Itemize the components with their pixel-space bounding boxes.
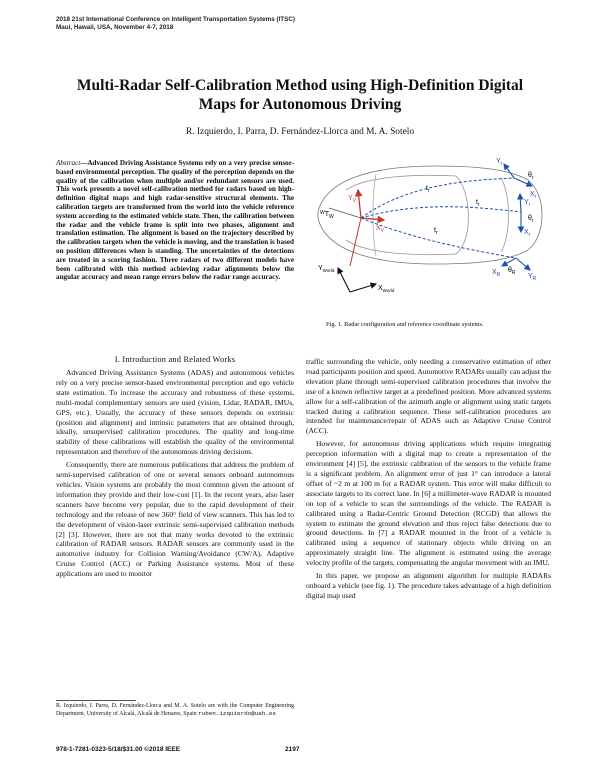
label-t1: $t_r$ (426, 185, 430, 194)
label-yr-mid: $Y_r$ (524, 199, 531, 208)
right-column-body (306, 357, 551, 604)
right-paragraph-3: In this paper, we propose an alignment algorithm for multiple RADARs onboard a vehicle (see fig. 1). The procedure takes advantage of a high definition digital map used (306, 571, 551, 600)
footnote-email[interactable]: ruben.izquierdo@uah.es (198, 710, 276, 717)
label-xv: $X_V$ (376, 225, 385, 234)
label-yv: $Y_V$ (348, 195, 357, 204)
figure-caption: Fig. 1. Radar configuration and reference coordinate systems. (326, 321, 484, 328)
label-xworld: $X_{World}$ (378, 285, 395, 293)
paper-title (40, 76, 560, 114)
conference-header (56, 16, 295, 32)
abstract-body: Advanced Driving Assistance Systems rely on a very precise sensor-based environmental perception. The quality of the perception depends on the quality of the calibration when multiple and/or redundant sensors are used. This work presents a novel self-calibration method for radars based on high-definition digital maps and high radar-sensitive structural elements. The calibration targets are transformed from the world into the vehicle reference system according to the estimated vehicle state. Then, the calibration between the radar and the vehicle frame is split into two phases, alignment and translation estimation. The alignment is based on the trajectory described by the calibration targets when the vehicle is moving, and the translation is based on position differences when is standing. The uncertainties of the detections are treated in a scoring fashion. Three radars of two different models have been calibrated with this method achieving radar alignments below the angular accuracy and mean range errors below the radar range accuracy. (56, 159, 294, 282)
label-yworld: $Y_{World}$ (318, 265, 335, 273)
paper-title-line1: Multi-Radar Self-Calibration Method using High-Definition Digital (76, 77, 524, 94)
label-t2: $t_r$ (476, 199, 480, 208)
page-number: 2197 (285, 746, 300, 753)
label-xr-top: $X_r$ (530, 191, 537, 200)
footnote-text: R. Izquierdo, I. Parra, D. Fernández-Llorca and M. A. Sotelo are with the Computer Engineering Department, University of Alcalá, Alcalá de Henares, Spain (56, 703, 294, 717)
abstract-lead: Abstract (56, 159, 81, 167)
label-tw: $^WT_W$ (320, 210, 334, 220)
section-heading: I. Introduction and Related Works (114, 355, 236, 364)
conference-header-line1: 2018 21st International Conference on Intelligent Transportation Systems (ITSC) (56, 16, 295, 23)
radar-configuration-figure (306, 150, 551, 310)
left-paragraph-2: Consequently, there are numerous publications that address the problem of semi-supervised calibration of one or several sensors onboard autonomous vehicles. Vision systems are probably the most common given the amount of information they provide and their low-cost [1]. In the recent years, also laser scanners have become very popular, due to the rapid development of their technology and the release of new 360° field of view scanners. This has led to the development of vision-laser extrinsic semi-supervised calibration methods [2] [3]. However, there are not that many works devoted to the extrinsic calibration of RADAR sensors. RADAR sensors are commonly used in the automotive industry for Collision Warning/Avoidance (CW/A), Adaptive Cruise Control (ACC) or Parking Assistance systems. Most of these applications are used to monitor (56, 460, 294, 579)
abstract (56, 159, 294, 282)
label-theta-r-bot: $\theta_R$ (508, 267, 516, 276)
label-xr-bot: $X_R$ (492, 269, 501, 278)
world-transform-line (329, 208, 361, 218)
right-paragraph-2: However, for autonomous driving applications which require integrating perception information with a digital map to create a representation of the environment [4] [5], the extrinsic calibration of the sensors to the vehicle frame is a significant problem. An alignment error of just 1° can introduce a lateral offset of ~2 m at 100 m for a RADAR system. This error will make difficult to associate targets to its correct lane. In [6] a millimeter-wave RADAR is mounted on top of a vehicle to scan the surroundings of the vehicle. The RADAR is calibrated using a Radar-Centric Ground Detection (RCGD) that allows the system to estimate the ground elevation and thus reject false detections due to ground detections. In [7] a RADAR mounted in the front of a vehicle is calibrated using a sequence of stationary objects while driving on an approximately straight line. The alignment is estimated using the average velocity profile of the targets, compensating the angular movement with an IMU. (306, 439, 551, 568)
abstract-dash: — (80, 159, 88, 167)
conference-header-line2: Maui, Hawaii, USA, November 4-7, 2018 (56, 24, 174, 31)
footnote-rule (56, 700, 136, 701)
label-yr-bot: $Y_R$ (528, 273, 537, 282)
author-list: R. Izquierdo, I. Parra, D. Fernández-Llorca and M. A. Sotelo (185, 127, 415, 137)
author-footnote (56, 703, 294, 718)
label-theta-r-top: $\theta_r$ (528, 172, 534, 181)
vehicle-world-link (350, 218, 361, 266)
right-paragraph-1: traffic surrounding the vehicle, only needing a conservative estimation of other road participants position and speed. Automotive RADARs usually can adjust the elevation plane through semi-supervised calibration procedures that involve the use of a known reflective target at a predefined position. More advanced systems allow for a self-calibration of the azimuth angle or alignment using static targets tracked during a calibration sequence. These self-calibration procedures are intended for maintenance/repair of ADAS such as Adaptive Cruise Control (ACC). (306, 357, 551, 436)
paper-title-line2: Maps for Autonomous Driving (198, 96, 402, 113)
label-xr-mid: $X_r$ (524, 229, 531, 238)
left-paragraph-1: Advanced Driving Assistance Systems (ADAS) and autonomous vehicles rely on a very precise sensor-based environmental perception and ego vehicle state estimation. To increase the accuracy and robustness of these systems, multi-modal complementary sensors are used (vision, Lidar, RADAR, IMUs, GPS, etc.). Usually, the accuracy of these sensors depends on extrinsic (position and alignment) and intrinsic parameters that are obtained through, ideally, unsupervised calibration procedures. The quality and long-time stability of these calibrations will establish the quality of the environmental representation and therefore of the autonomous driving decisions. (56, 368, 294, 457)
blue-trajectories (361, 178, 521, 258)
label-theta-r-mid: $\theta_r$ (528, 215, 534, 224)
left-column-body (56, 368, 294, 582)
world-frame-axes (338, 268, 376, 292)
isbn-copyright: 978-1-7281-0323-5/18/$31.00 ©2018 IEEE (56, 746, 181, 753)
label-t3: $t_r$ (434, 227, 438, 236)
label-yr-top: $Y_r$ (496, 158, 503, 167)
